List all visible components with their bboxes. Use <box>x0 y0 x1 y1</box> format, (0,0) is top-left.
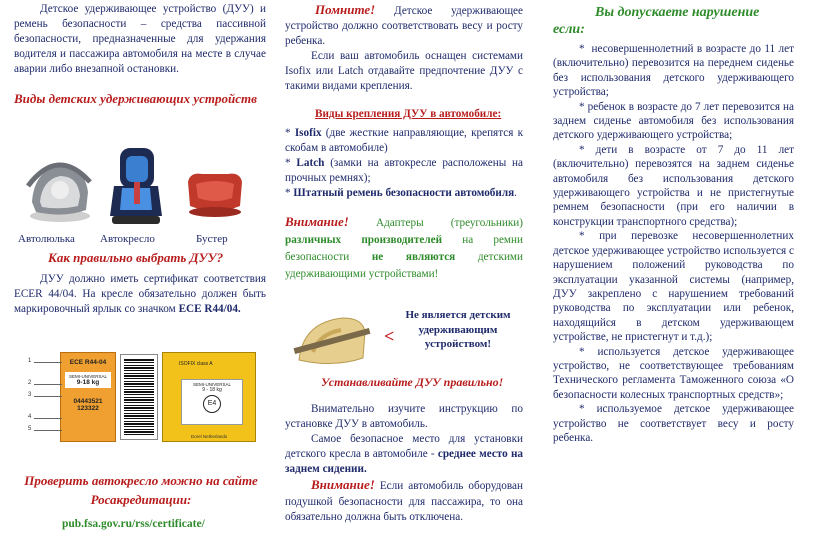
seat-label-carseat: Автокресло <box>100 233 155 245</box>
verify-heading: Проверить автокресло можно на сайте Росакредитации: <box>24 473 258 507</box>
label-sub: 123322 <box>77 405 99 412</box>
choose-text: ДУУ должно иметь сертификат соответствия ECER 44/04. На кресле обязательно должен быть маркировочный ярлык со значком ECE R44/04. <box>14 273 266 316</box>
remember-text: Помните! Детское удерживающее устройство должно соответствовать весу и росту ребенка. <box>285 2 523 48</box>
intro-text: Детское удерживающее устройство (ДУУ) и ремень безопасности – средства пассивной безопасности, предназначенные для удержания водителя и пассажира автомобиля на месте в случае аварии либо внезапной остановки. <box>14 3 266 76</box>
safest-place-text: Самое безопасное место для установки детского кресла в автомобиле - среднее место на заднем сидении. <box>285 433 523 476</box>
violation-item: * ребенок в возрасте до 7 лет перевозится на заднем сиденье автомобиля без использования детского удерживающего устройства; <box>553 100 795 142</box>
choose-heading: Как правильно выбрать ДУУ? <box>48 250 224 265</box>
booster-seat-image <box>182 162 248 222</box>
types-heading: Виды детских удерживающих устройств <box>14 91 257 107</box>
instruction-text: Внимательно изучите инструкцию по установке ДУУ в автомобиль. <box>285 403 523 431</box>
seat-images <box>14 150 266 240</box>
violation-item: * дети в возрасте от 7 до 11 лет (включительно) перевозятся на заднем сиденье автомобиля без использования детского удерживающего устройства и не пристегнутые ремнем безопасности (при его наличии в конструкции транспортного средства); <box>553 143 795 228</box>
seat-label-infant: Автолюлька <box>18 233 75 245</box>
isofix-text: Если ваш автомобиль оснащен системами Isofix или Latch отдавайте предпочтение ДУУ с такими видами крепления. <box>285 50 523 93</box>
weight2-label: 9 - 18 kg <box>202 387 222 393</box>
column-left <box>14 0 266 530</box>
mount-item-belt: * Штатный ремень безопасности автомобиля. <box>285 187 517 200</box>
violation-item: * при перевозке несовершеннолетних детское удерживающее устройство используется с нарушением положений руководства по эксплуатации указанной системы (например, ДУУ закреплено с нарушением требований руководства по эксплуатации или ребенок, находящийся в детском удерживающем устройстве, не пристегнут и т.д.); <box>553 230 794 344</box>
mount-heading: Виды крепления ДУУ в автомобиле: <box>315 107 502 120</box>
callout-1: 1 <box>28 358 32 364</box>
callout-2: 2 <box>28 380 32 386</box>
violation-item: * используемое детское удерживающее устройство не соответствует весу и росту ребенка. <box>553 403 795 444</box>
label-title: ECE R44-04 <box>69 359 107 366</box>
callout-3: 3 <box>28 392 32 398</box>
install-heading: Устанавливайте ДУУ правильно! <box>321 375 504 389</box>
belt-adapter-image <box>293 312 371 368</box>
mount-item-latch: * Latch (замки на автокресле расположены на прочных ремнях); <box>285 156 523 184</box>
airbag-text: Внимание! Если автомобиль оборудован подушкой безопасности для пассажира, то она обязательно должна быть отключена. <box>285 477 523 523</box>
violations-heading: Вы допускаете нарушение если: <box>553 5 760 37</box>
seat-label-booster: Бустер <box>196 233 228 245</box>
isofix-label: ISOFIX class A <box>179 361 213 367</box>
attention-text: Внимание! Адаптеры (треугольники) различных производителей на ремни безопасности не являются детскими удерживающими устройствами! <box>285 214 524 281</box>
label-group: SEMI-UNIVERSAL <box>68 374 107 379</box>
infant-carrier-image <box>24 152 94 224</box>
adapter-caption: Не является детским удерживающим устройством! <box>405 309 511 350</box>
semi-label: SEMI-UNIVERSAL <box>192 382 231 387</box>
child-car-seat-image <box>106 146 166 228</box>
callout-4: 4 <box>28 414 32 420</box>
violation-item: * используется детское удерживающее устройство, не соответствующее требованиям Технического регламента Таможенного союза «О безопасности колесных транспортных средств»; <box>553 345 794 401</box>
not-equal-sign: < <box>384 326 395 346</box>
mount-item-isofix: * Isofix (две жесткие направляющие, крепятся к скобам в автомобиле) <box>285 126 524 154</box>
column-right <box>553 0 794 445</box>
callout-5: 5 <box>28 426 32 432</box>
brand-label: Dorel Netherlands <box>190 434 228 439</box>
label-number: 04443521 <box>73 398 103 405</box>
violation-item: * несовершеннолетний в возрасте до 11 лет (включительно) перевозится на переднем сиденье без использования детского удерживающего устройства; <box>553 43 794 99</box>
certification-label-image <box>22 346 258 448</box>
verify-link[interactable]: pub.fsa.gov.ru/rss/certificate/ <box>62 518 205 530</box>
column-middle <box>285 0 524 523</box>
e-mark: E4 <box>203 395 221 413</box>
barcode <box>120 354 158 440</box>
label-weight: 9-18 kg <box>76 379 100 386</box>
